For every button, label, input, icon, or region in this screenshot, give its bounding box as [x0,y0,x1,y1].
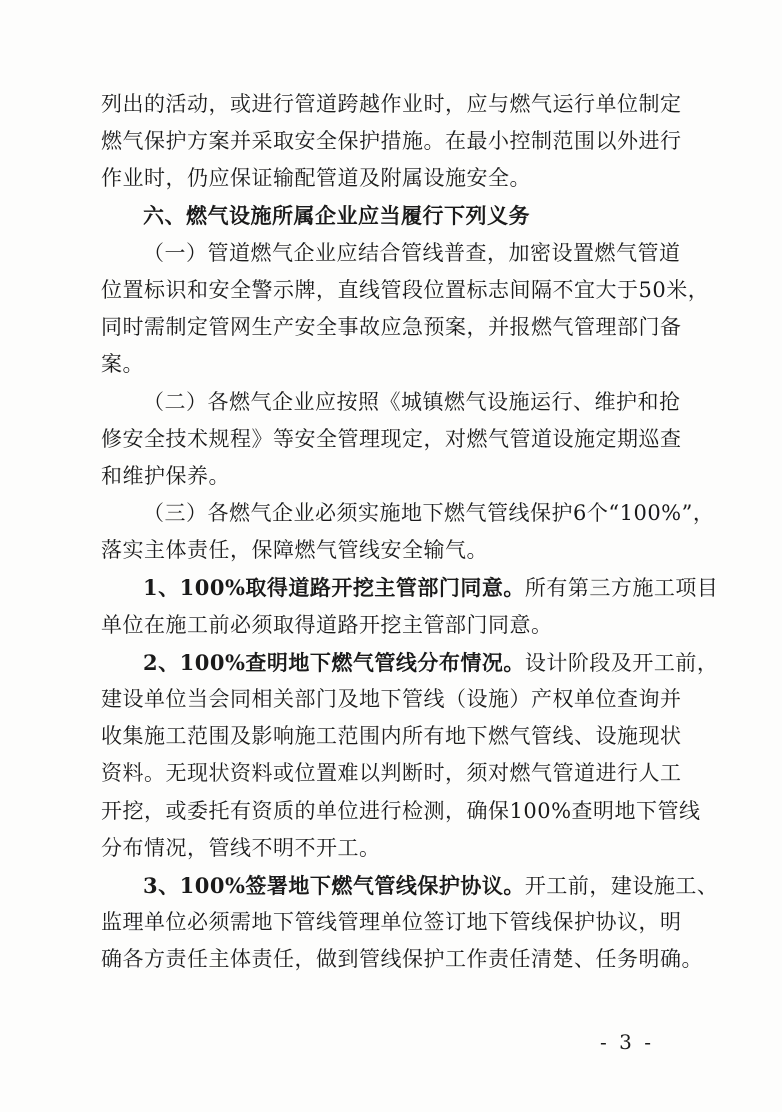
page-number: - 3 - [600,1030,654,1054]
paragraph-line: 燃气保护方案并采取安全保护措施。在最小控制范围以外进行 [101,129,682,154]
paragraph-line: 作业时，仍应保证输配管道及附属设施安全。 [101,166,531,191]
item-text: 开工前，建设施工、 [524,873,719,898]
document-body [101,86,719,979]
paragraph-line: 修安全技术规程》等安全管理现定，对燃气管道设施定期巡查 [101,426,682,451]
item-line [101,644,719,681]
paragraph-line: 案。 [101,352,144,377]
paragraph-line: 建设单位当会同相关部门及地下管线（设施）产权单位查询并 [101,687,682,711]
paragraph-line: 单位在施工前必须取得道路开挖主管部门同意。 [101,612,553,637]
item-line [101,569,719,606]
paragraph-line: 监理单位必须需地下管线管理单位签订地下管线保护协议，明 [101,910,682,935]
paragraph-line: 同时需制定管网生产安全事故应急预案，并报燃气管理部门备 [101,315,682,340]
item-line [101,867,719,904]
item-text: 所有第三方施工项目 [524,576,719,601]
paragraph-line: 开挖，或委托有资质的单位进行检测，确保100%查明地下管线 [101,798,701,823]
item-title: 1、100%取得道路开挖主管部门同意。 [143,575,525,601]
item-title: 3、100%签署地下燃气管线保护协议。 [143,872,525,898]
paragraph-line: （三）各燃气企业必须实施地下燃气管线保护6个“100%”， [143,501,715,526]
paragraph-line: 列出的活动，或进行管道跨越作业时，应与燃气运行单位制定 [101,92,682,116]
paragraph-line: 分布情况，管线不明不开工。 [101,835,381,860]
paragraph-line: 和维护保养。 [101,463,230,488]
paragraph-line: （一）管道燃气企业应结合管线普查，加密设置燃气管道 [143,240,681,265]
paragraph-line: 收集施工范围及影响施工范围内所有地下燃气管线、设施现状 [101,724,682,749]
paragraph-line: （二）各燃气企业应按照《城镇燃气设施运行、维护和抢 [143,389,681,414]
item-text: 设计阶段及开工前， [524,650,719,675]
paragraph-line: 位置标识和安全警示牌，直线管段位置标志间隔不宜大于50米， [101,277,710,302]
paragraph-line: 确各方责任主体责任，做到管线保护工作责任清楚、任务明确。 [101,947,703,972]
section-heading: 六、燃气设施所属企业应当履行下列义务 [143,203,530,228]
paragraph-line: 资料。无现状资料或位置难以判断时，须对燃气管道进行人工 [101,761,682,786]
item-title: 2、100%查明地下燃气管线分布情况。 [143,649,525,675]
paragraph-line: 落实主体责任，保障燃气管线安全输气。 [101,538,488,563]
